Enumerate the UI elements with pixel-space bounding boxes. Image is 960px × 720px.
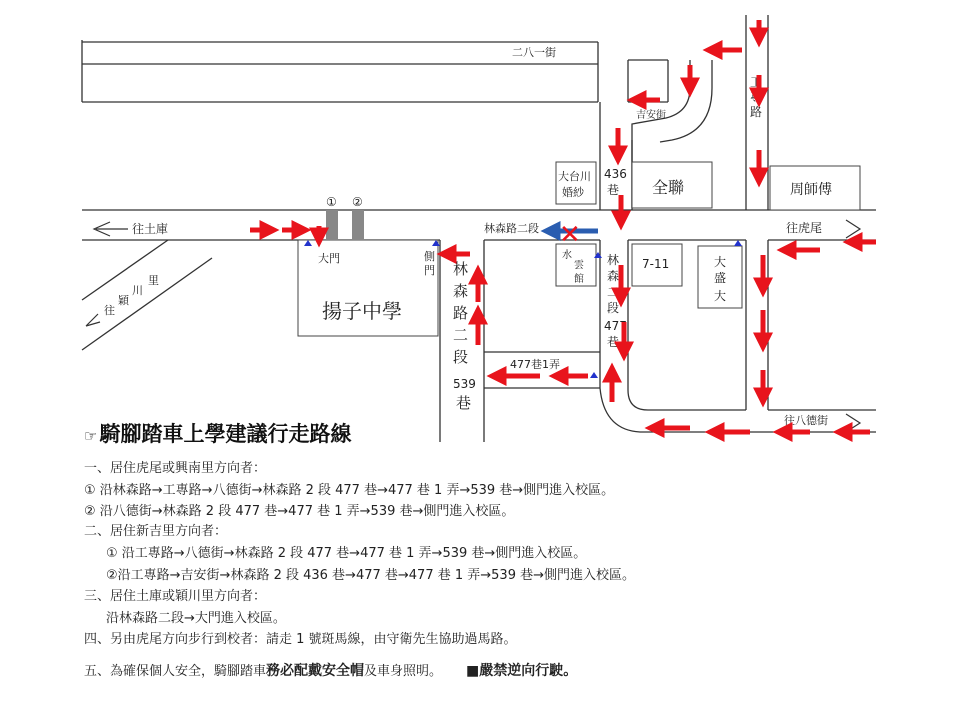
svg-text:段: 段 (607, 301, 620, 315)
street-erbaijie: 二八一街 (512, 46, 556, 59)
svg-text:林: 林 (453, 260, 469, 278)
svg-text:林: 林 (607, 253, 620, 267)
svg-text:大: 大 (714, 289, 727, 303)
svg-text:二: 二 (453, 326, 469, 344)
instruction-line: ① 沿工專路→八德街→林森路 2 段 477 巷→477 巷 1 弄→539 巷→側門進入校區。 (106, 546, 587, 561)
arrow-yingchuan (86, 314, 100, 326)
crosswalks (326, 210, 364, 240)
instruction-line: 四、另由虎尾方向步行到校者：請走 1 號斑馬線，由守衛先生協助過馬路。 (84, 632, 517, 647)
svg-text:大: 大 (714, 255, 727, 269)
svg-text:477: 477 (604, 319, 627, 333)
instruction-line: 二、居住新吉里方向者： (84, 524, 228, 539)
svg-text:路: 路 (453, 304, 469, 322)
street-jianan: 吉安街 (636, 110, 666, 121)
svg-text:水: 水 (562, 250, 572, 261)
right-arrow-huwei (846, 220, 860, 238)
crosswalk-num-1: ① (326, 195, 337, 209)
svg-text:段: 段 (453, 348, 469, 366)
street-lane436-xiang: 巷 (607, 183, 620, 197)
svg-text:巷: 巷 (607, 335, 620, 349)
svg-text:川: 川 (132, 284, 143, 297)
svg-text:側: 側 (424, 250, 435, 263)
instruction-line: ① 沿林森路→工專路→八德街→林森路 2 段 477 巷→477 巷 1 弄→539 巷→側門進入校區。 (84, 483, 615, 498)
instruction-line: ② 沿八德街→林森路 2 段 477 巷→477 巷 1 弄→539 巷→側門進入校區。 (84, 504, 515, 519)
svg-text:穎: 穎 (118, 294, 129, 307)
svg-text:森: 森 (607, 269, 620, 283)
svg-text:專: 專 (750, 90, 763, 104)
line5-post: 及車身照明。 (364, 664, 443, 679)
svg-text:森: 森 (453, 282, 469, 300)
svg-text:盛: 盛 (714, 271, 727, 285)
street-539-xiang: 巷 (456, 394, 472, 412)
street-lane436-num: 436 (604, 167, 627, 181)
svg-text:門: 門 (424, 264, 435, 277)
street-539: 539 (453, 377, 476, 391)
instruction-line: 一、居住虎尾或興南里方向者： (84, 461, 267, 476)
line5-pre: 五、為確保個人安全，騎腳踏車 (84, 664, 267, 679)
prohibit-mark: ✕ (559, 220, 581, 250)
line5-warn: ■嚴禁逆向行駛。 (466, 663, 578, 679)
instructions-title (84, 418, 351, 448)
svg-text:里: 里 (148, 274, 159, 287)
street-wangbade: 往八德街 (784, 414, 828, 427)
svg-text:路: 路 (750, 105, 763, 119)
school-name: 揚子中學 (322, 299, 402, 323)
svg-text:雲: 雲 (574, 260, 584, 271)
svg-text:大台川: 大台川 (558, 170, 591, 183)
instruction-line: 三、居住土庫或穎川里方向者： (84, 589, 267, 604)
svg-text:館: 館 (574, 274, 584, 285)
left-arrow-wangtuku (94, 222, 128, 236)
instruction-line: ②沿工專路→吉安街→林森路 2 段 436 巷→477 巷→477 巷 1 弄→539 巷→側門進入校區。 (106, 568, 635, 583)
quanlian-label: 全聯 (652, 178, 685, 197)
street-wanghuwei: 往虎尾 (786, 221, 823, 235)
crosswalk-num-2: ② (352, 195, 363, 209)
svg-text:婚紗: 婚紗 (562, 186, 584, 199)
seven-eleven-label: 7-11 (642, 257, 670, 271)
street-wangyingchuan (104, 274, 159, 317)
street-linsen539 (453, 260, 468, 366)
instruction-line-5 (84, 660, 577, 680)
street-linsen2: 林森路二段 (484, 222, 539, 235)
svg-text:二: 二 (607, 285, 620, 299)
street-lane477-1: 477巷1弄 (510, 358, 560, 371)
crosswalk-2 (352, 210, 364, 240)
svg-text:往: 往 (104, 304, 115, 317)
line5-emph: 務必配戴安全帽 (266, 663, 365, 679)
title-text: 騎腳踏車上學建議行走路線 (99, 422, 352, 446)
svg-text:工: 工 (750, 75, 763, 89)
hand-pointer-icon: ☞ (84, 427, 98, 445)
zhoushifu-label: 周師傅 (790, 182, 832, 198)
crosswalk-1 (326, 210, 338, 240)
right-arrow-bade (846, 414, 860, 432)
instruction-line: 沿林森路二段→大門進入校區。 (106, 611, 286, 626)
dasheng-label (714, 254, 726, 303)
gate-main-label: 大門 (318, 252, 340, 265)
street-wangtuku: 往土庫 (132, 222, 169, 236)
